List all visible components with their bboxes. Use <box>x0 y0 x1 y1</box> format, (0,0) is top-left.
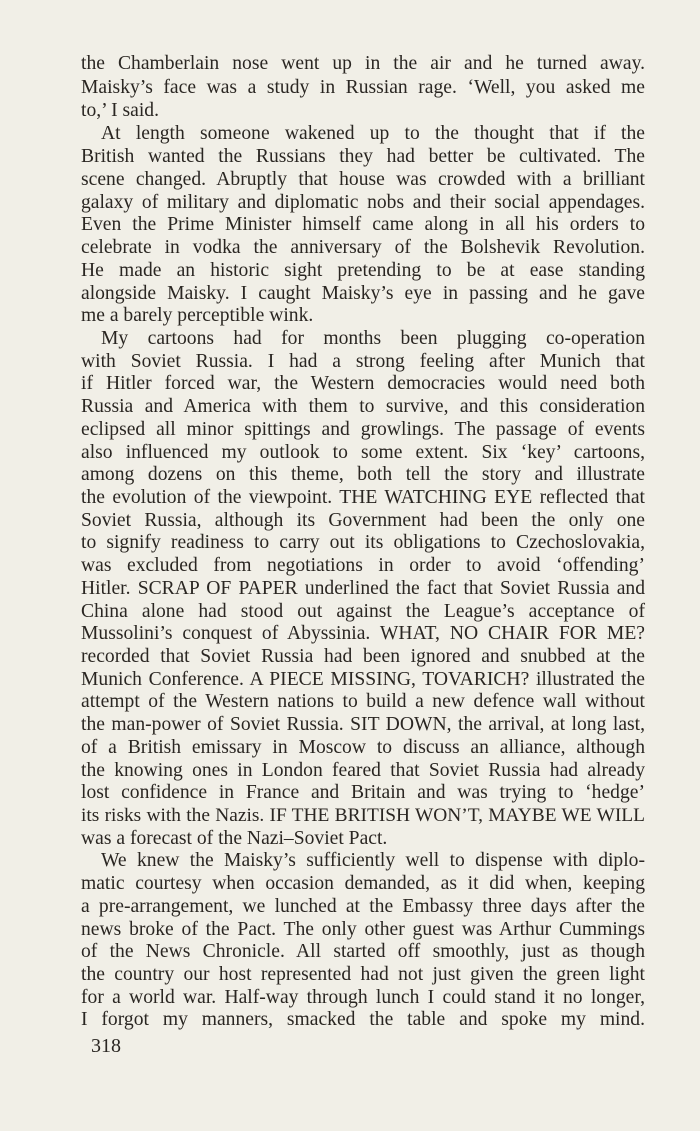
text-line: news broke of the Pact. The only other guest was Arthur Cummings <box>81 919 645 940</box>
text-line: I forgot my manners, smacked the table and spoke my mind. <box>81 1009 645 1030</box>
text-line: Mussolini’s conquest of Abyssinia. WHAT, NO CHAIR FOR ME? <box>81 623 645 644</box>
text-line: eclipsed all minor spittings and growlings. The passage of events <box>81 419 645 440</box>
text-line: me a barely perceptible wink. <box>81 305 314 326</box>
text-line: with Soviet Russia. I had a strong feeling after Munich that <box>81 351 645 372</box>
text-line: celebrate in vodka the anniversary of the Bolshevik Revolution. <box>81 237 645 258</box>
text-line: Soviet Russia, although its Government had been the only one <box>81 510 645 531</box>
text-line: attempt of the Western nations to build a new defence wall without <box>81 691 645 712</box>
text-line: also influenced my outlook to some extent. Six ‘key’ cartoons, <box>81 442 645 463</box>
book-page <box>81 0 645 1131</box>
text-line: the evolution of the viewpoint. THE WATCHING EYE reflected that <box>81 487 645 508</box>
paragraph-start-line: My cartoons had for months been plugging co-operation <box>101 328 645 349</box>
text-line: to signify readiness to carry out its obligations to Czechoslovakia, <box>81 532 645 553</box>
text-line: a pre-arrangement, we lunched at the Embassy three days after the <box>81 896 645 917</box>
text-line: Maisky’s face was a study in Russian rage. ‘Well, you asked me <box>81 77 645 98</box>
text-line: recorded that Soviet Russia had been ignored and snubbed at the <box>81 646 645 667</box>
page-number: 318 <box>91 1035 121 1057</box>
text-line: for a world war. Half-way through lunch I could stand it no longer, <box>81 987 645 1008</box>
text-line: the man-power of Soviet Russia. SIT DOWN, the arrival, at long last, <box>81 714 645 735</box>
text-line: Russia and America with them to survive, and this consideration <box>81 396 645 417</box>
text-line: its risks with the Nazis. IF THE BRITISH WON’T, MAYBE WE WILL <box>81 805 645 826</box>
text-line: lost confidence in France and Britain and was trying to ‘hedge’ <box>81 782 645 803</box>
text-line: China alone had stood out against the League’s acceptance of <box>81 601 645 622</box>
text-line: Even the Prime Minister himself came along in all his orders to <box>81 214 645 235</box>
text-line: matic courtesy when occasion demanded, as it did when, keeping <box>81 873 645 894</box>
text-line: the Chamberlain nose went up in the air and he turned away. <box>81 53 645 74</box>
text-line: Munich Conference. A PIECE MISSING, TOVARICH? illustrated the <box>81 669 645 690</box>
text-line: was excluded from negotiations in order to avoid ‘offending’ <box>81 555 645 576</box>
paragraph-start-line: We knew the Maisky’s sufficiently well to dispense with diplo- <box>101 850 645 871</box>
text-line: of a British emissary in Moscow to discuss an alliance, although <box>81 737 645 758</box>
text-line: scene changed. Abruptly that house was crowded with a brilliant <box>81 169 645 190</box>
text-line: the country our host represented had not just given the green light <box>81 964 645 985</box>
text-line: Hitler. SCRAP OF PAPER underlined the fact that Soviet Russia and <box>81 578 645 599</box>
text-line: was a forecast of the Nazi–Soviet Pact. <box>81 828 388 849</box>
text-line: He made an historic sight pretending to be at ease standing <box>81 260 645 281</box>
text-line: among dozens on this theme, both tell the story and illustrate <box>81 464 645 485</box>
text-line: British wanted the Russians they had better be cultivated. The <box>81 146 645 167</box>
text-line: of the News Chronicle. All started off smoothly, just as though <box>81 941 645 962</box>
text-line: galaxy of military and diplomatic nobs and their social appendages. <box>81 192 645 213</box>
text-line: if Hitler forced war, the Western democracies would need both <box>81 373 645 394</box>
paragraph-start-line: At length someone wakened up to the thought that if the <box>101 123 645 144</box>
text-line: alongside Maisky. I caught Maisky’s eye in passing and he gave <box>81 283 645 304</box>
text-line: the knowing ones in London feared that Soviet Russia had already <box>81 760 645 781</box>
text-line: to,’ I said. <box>81 100 159 121</box>
